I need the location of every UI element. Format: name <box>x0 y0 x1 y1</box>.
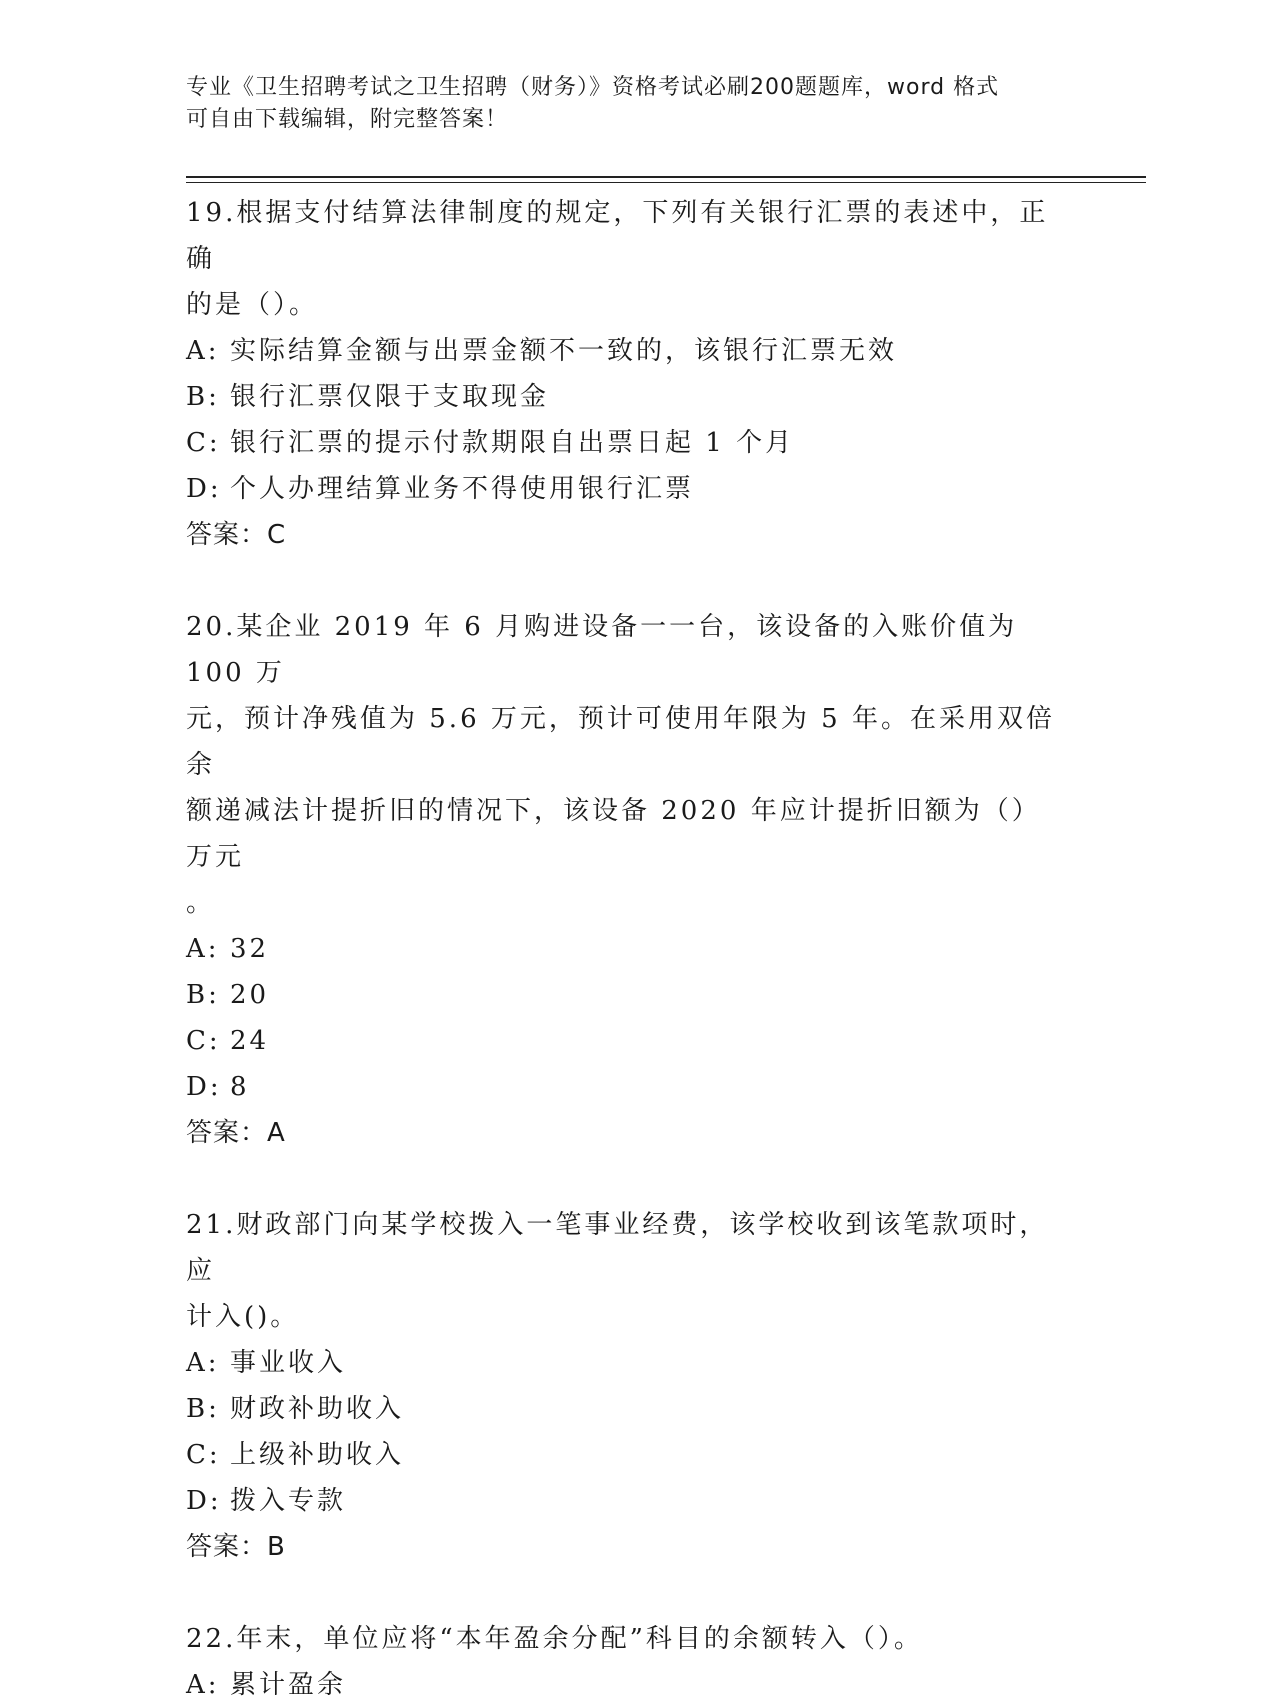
question-spacer <box>186 1156 1066 1202</box>
header-line-1: 专业《卫生招聘考试之卫生招聘（财务）》资格考试必刷200题题库，word 格式 <box>186 75 1000 100</box>
option-a <box>186 1340 1066 1386</box>
question-stem-line: 21.财政部门向某学校拨入一笔事业经费，该学校收到该笔款项时，应 <box>186 1210 1049 1286</box>
question-21 <box>186 1202 1066 1570</box>
option-text: 累计盈余 <box>230 1670 347 1700</box>
option-text: 24 <box>230 1026 270 1056</box>
question-stem-line: 元，预计净残值为 5.6 万元，预计可使用年限为 5 年。在采用双倍余 <box>186 704 1055 780</box>
option-c <box>186 420 1066 466</box>
question-stem-line: 22.年末，单位应将“本年盈余分配”科目的余额转入（）。 <box>186 1624 923 1654</box>
option-text: 上级补助收入 <box>230 1440 405 1470</box>
option-text: 事业收入 <box>230 1348 347 1378</box>
question-spacer <box>186 1570 1066 1616</box>
option-c <box>186 1432 1066 1478</box>
option-b <box>186 1386 1066 1432</box>
option-letter: A: <box>186 1348 220 1378</box>
option-letter: B: <box>186 382 220 412</box>
option-text: 财政补助收入 <box>230 1394 405 1424</box>
option-text: 20 <box>230 980 270 1010</box>
option-b <box>186 972 1066 1018</box>
option-letter: B: <box>186 980 220 1010</box>
option-letter: C: <box>186 1440 221 1470</box>
option-b <box>186 374 1066 420</box>
option-letter: C: <box>186 428 221 458</box>
option-text: 32 <box>230 934 270 964</box>
header-divider-thick <box>186 176 1146 178</box>
option-d <box>186 466 1066 512</box>
option-letter: D: <box>186 1072 222 1102</box>
document-header <box>186 72 1086 136</box>
answer-line: 答案：A <box>186 1118 286 1148</box>
header-line-2: 可自由下载编辑，附完整答案！ <box>186 107 509 132</box>
option-a <box>186 1662 1066 1708</box>
question-19 <box>186 190 1066 558</box>
option-a <box>186 328 1066 374</box>
option-letter: D: <box>186 1486 222 1516</box>
option-letter: C: <box>186 1026 221 1056</box>
option-d <box>186 1478 1066 1524</box>
option-text: 拨入专款 <box>230 1486 347 1516</box>
option-d <box>186 1064 1066 1110</box>
option-text: 8 <box>230 1072 250 1102</box>
answer-line: 答案：C <box>186 520 287 550</box>
option-letter: D: <box>186 474 222 504</box>
question-20 <box>186 604 1066 1156</box>
option-text: 银行汇票的提示付款期限自出票日起 1 个月 <box>230 428 795 458</box>
option-c <box>186 1018 1066 1064</box>
option-letter: A: <box>186 336 220 366</box>
option-letter: A: <box>186 934 220 964</box>
question-spacer <box>186 558 1066 604</box>
question-stem-line: 。 <box>186 888 216 918</box>
question-22 <box>186 1616 1066 1708</box>
question-stem-line: 20.某企业 2019 年 6 月购进设备一一台，该设备的入账价值为 100 万 <box>186 612 1018 688</box>
header-divider-thin <box>186 182 1146 183</box>
question-stem-line: 额递减法计提折旧的情况下，该设备 2020 年应计提折旧额为（）万元 <box>186 796 1041 872</box>
option-letter: B: <box>186 1394 220 1424</box>
question-stem-line: 的是（）。 <box>186 290 319 320</box>
option-text: 银行汇票仅限于支取现金 <box>230 382 550 412</box>
question-stem-line: 19.根据支付结算法律制度的规定，下列有关银行汇票的表述中，正确 <box>186 198 1049 274</box>
option-a <box>186 926 1066 972</box>
option-text: 实际结算金额与出票金额不一致的，该银行汇票无效 <box>230 336 898 366</box>
question-stem-line: 计入()。 <box>186 1302 300 1332</box>
option-text: 个人办理结算业务不得使用银行汇票 <box>230 474 695 504</box>
question-list <box>186 190 1066 1708</box>
answer-line: 答案：B <box>186 1532 286 1562</box>
option-letter: A: <box>186 1670 220 1700</box>
